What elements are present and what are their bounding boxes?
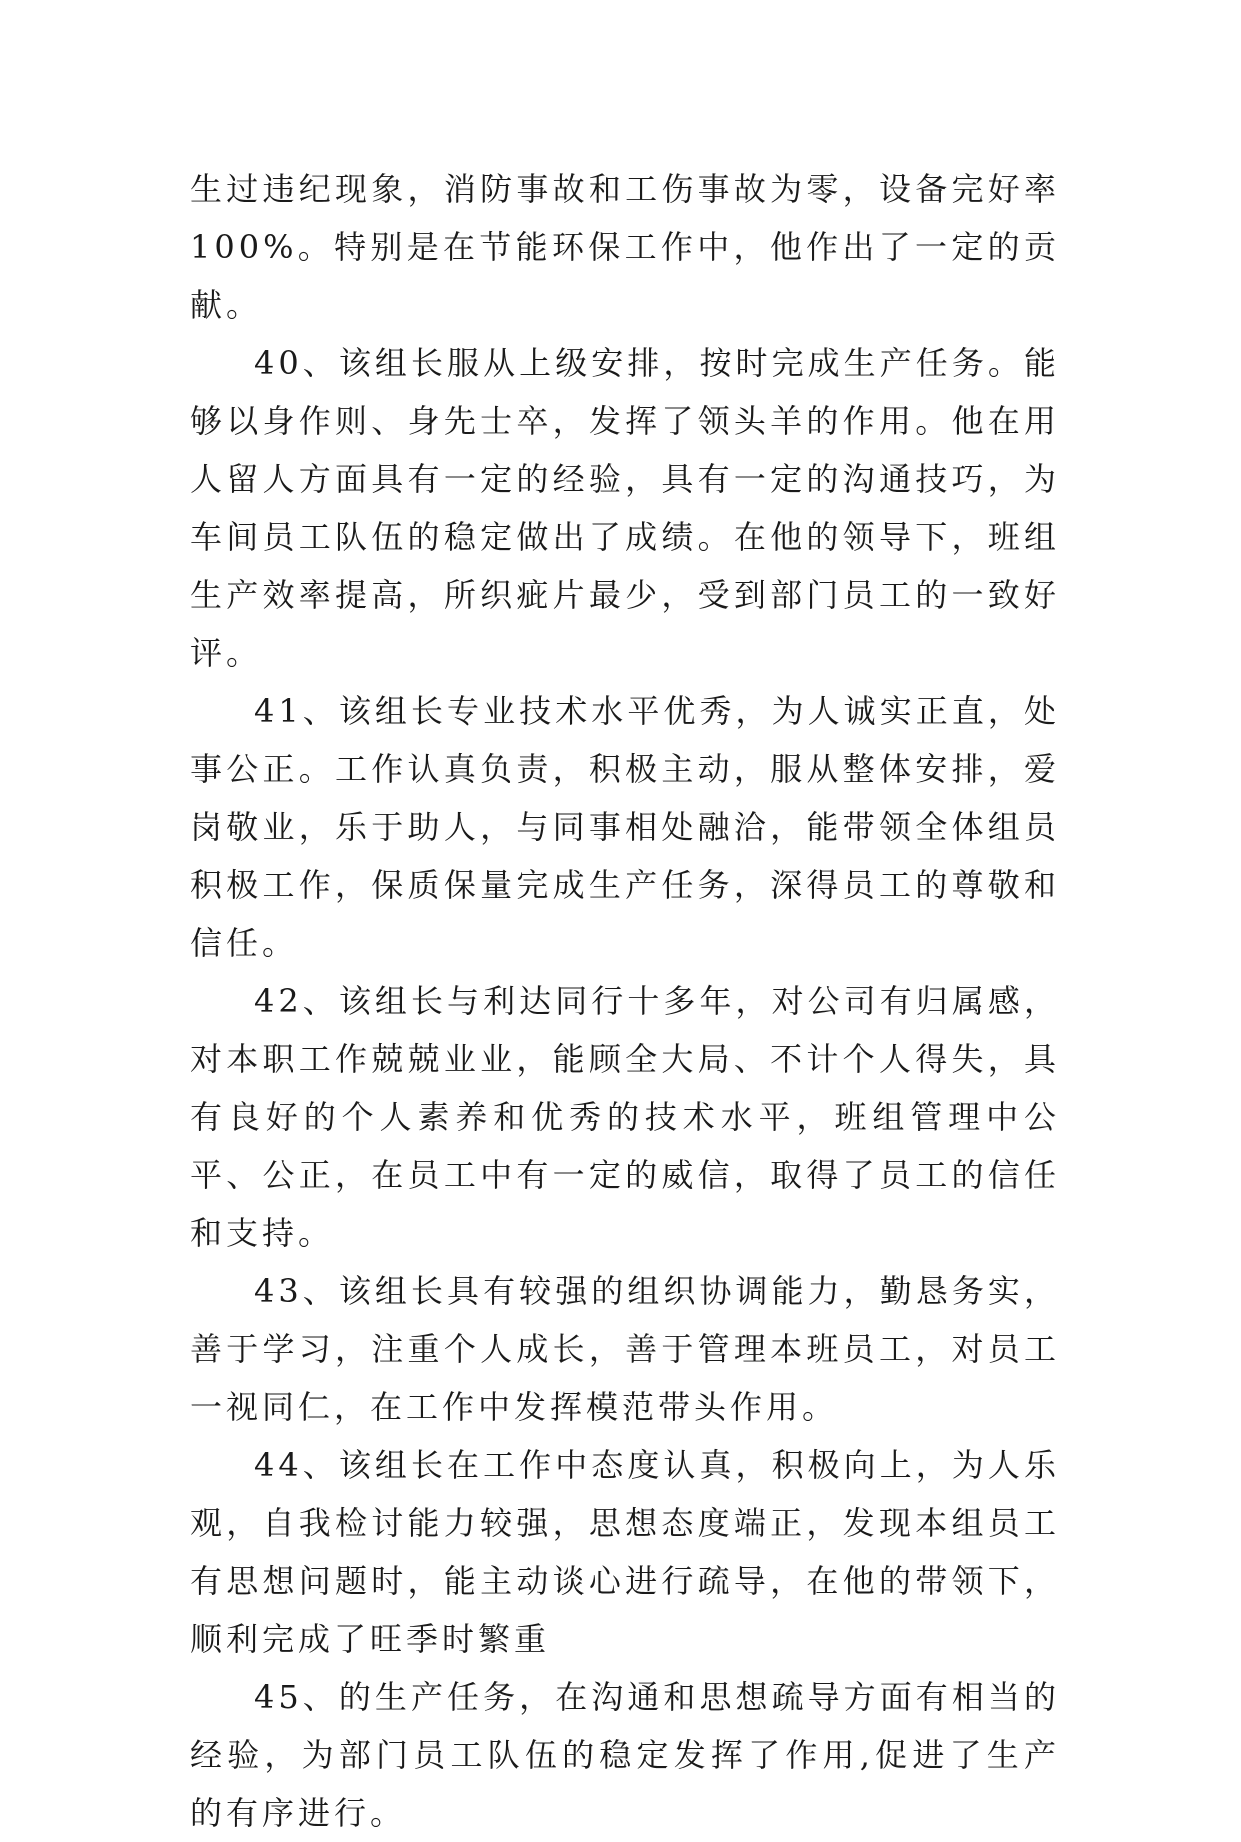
paragraph-continuation: 生过违纪现象，消防事故和工伤事故为零，设备完好率100%。特别是在节能环保工作中，他作出了一定的贡献。 (190, 170, 1060, 324)
paragraph-40: 40、该组长服从上级安排，按时完成生产任务。能够以身作则、身先士卒，发挥了领头羊的作用。他在用人留人方面具有一定的经验，具有一定的沟通技巧，为车间员工队伍的稳定做出了成绩。在他的领导下，班组生产效率提高，所织疵片最少，受到部门员工的一致好评。 (190, 344, 1060, 672)
paragraph-41: 41、该组长专业技术水平优秀，为人诚实正直，处事公正。工作认真负责，积极主动，服从整体安排，爱岗敬业，乐于助人，与同事相处融洽，能带领全体组员积极工作，保质保量完成生产任务，深得员工的尊敬和信任。 (190, 692, 1060, 962)
document-body (190, 160, 1060, 1842)
paragraph-42: 42、该组长与利达同行十多年，对公司有归属感，对本职工作兢兢业业，能顾全大局、不计个人得失，具有良好的个人素养和优秀的技术水平，班组管理中公平、公正，在员工中有一定的威信，取得了员工的信任和支持。 (190, 982, 1060, 1252)
paragraph-43: 43、该组长具有较强的组织协调能力，勤恳务实，善于学习，注重个人成长，善于管理本班员工，对员工一视同仁，在工作中发挥模范带头作用。 (190, 1272, 1060, 1426)
paragraph-44: 44、该组长在工作中态度认真，积极向上，为人乐观，自我检讨能力较强，思想态度端正，发现本组员工有思想问题时，能主动谈心进行疏导，在他的带领下，顺利完成了旺季时繁重 (190, 1446, 1060, 1658)
paragraph-45: 45、的生产任务，在沟通和思想疏导方面有相当的经验，为部门员工队伍的稳定发挥了作用,促进了生产的有序进行。 (190, 1678, 1060, 1832)
